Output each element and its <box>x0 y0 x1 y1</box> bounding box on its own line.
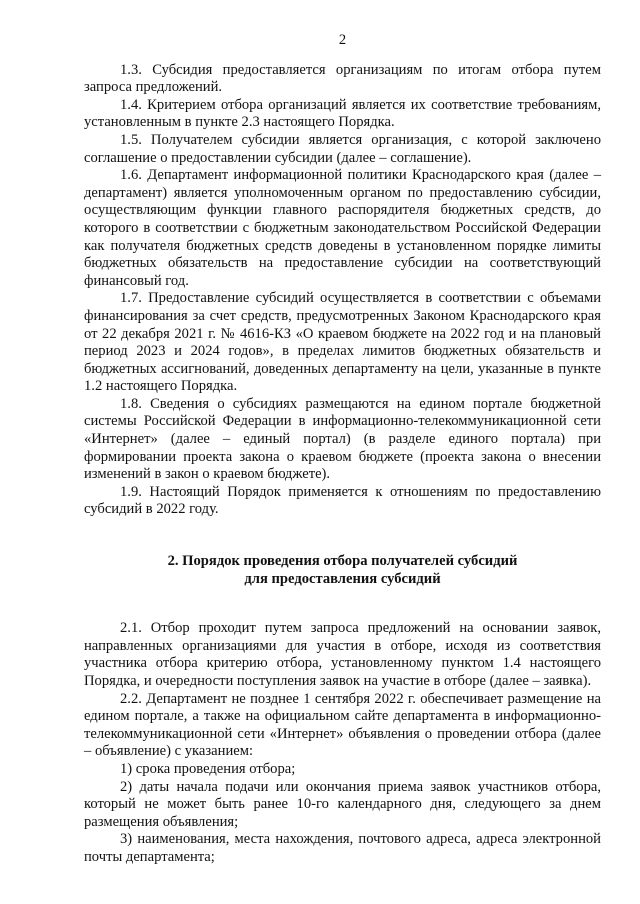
document-page <box>84 32 601 867</box>
page-number: 2 <box>338 32 347 48</box>
paragraph-1-7: 1.7. Предоставление субсидий осуществляется в соответствии с объемами финансирования за счет средств, предусмотренных Законом Краснодарского края от 22 декабря 2021 г. № 4616-КЗ «О краевом бюджете на 2022 год и на плановый период 2023 и 2024 годов», в пределах лимитов бюджетных обязательств и бюджетных ассигнований, доведенных департаменту на цели, указанные в пункте 1.2 настоящего Порядка. <box>84 290 601 395</box>
paragraph-1-9: 1.9. Настоящий Порядок применяется к отношениям по предоставлению субсидий в 2022 году. <box>84 483 601 518</box>
section-heading <box>84 553 601 588</box>
paragraph-1-6: 1.6. Департамент информационной политики Краснодарского края (далее – департамент) является уполномоченным органом по предоставлению субсидии, осуществляющим функции главного распорядителя бюджетных средств, до которого в соответствии с бюджетным законодательством Российской Федерации как получателя бюджетных средств доведены в установленном порядке лимиты бюджетных обязательств на предоставление субсидии на соответствующий финансовый год. <box>84 167 601 289</box>
paragraph-1-4: 1.4. Критерием отбора организаций является их соответствие требованиям, установленным в пункте 2.3 настоящего Порядка. <box>84 96 601 131</box>
section-heading-line-2: для предоставления субсидий <box>244 570 441 587</box>
paragraph-1-8: 1.8. Сведения о субсидиях размещаются на едином портале бюджетной системы Российской Федерации в информационно-телекоммуникационной сети «Интернет» (далее – единый портал) (в разделе единого портала) при формировании проекта закона о краевом бюджете (проекта закона о внесении изменений в закон о краевом бюджете). <box>84 395 601 483</box>
list-item-1: 1) срока проведения отбора; <box>120 760 296 777</box>
paragraph-2-2: 2.2. Департамент не позднее 1 сентября 2022 г. обеспечивает размещение на едином портале, а также на официальном сайте департамента в информационно-телекоммуникационной сети «Интернет» объявления о проведении отбора (далее – объявление) с указанием: <box>84 690 601 760</box>
paragraph-1-5: 1.5. Получателем субсидии является организация, с которой заключено соглашение о предоставлении субсидии (далее – соглашение). <box>84 131 601 166</box>
paragraph-2-1: 2.1. Отбор проходит путем запроса предложений на основании заявок, направленных организациями для участия в отборе, исходя из соответствия участника отбора критерию отбора, установленному пунктом 1.4 настоящего Порядка, и очередности поступления заявок на участие в отборе (далее – заявка). <box>84 620 601 689</box>
paragraph-1-3: 1.3. Субсидия предоставляется организациям по итогам отбора путем запроса предложений. <box>84 61 601 96</box>
section-heading-line-1: 2. Порядок проведения отбора получателей субсидий <box>167 553 518 570</box>
list-item-2: 2) даты начала подачи или окончания приема заявок участников отбора, который не может быть ранее 10-го календарного дня, следующего за днем размещения объявления; <box>84 778 601 830</box>
list-item-3: 3) наименования, места нахождения, почтового адреса, адреса электронной почты департамента; <box>84 831 601 865</box>
